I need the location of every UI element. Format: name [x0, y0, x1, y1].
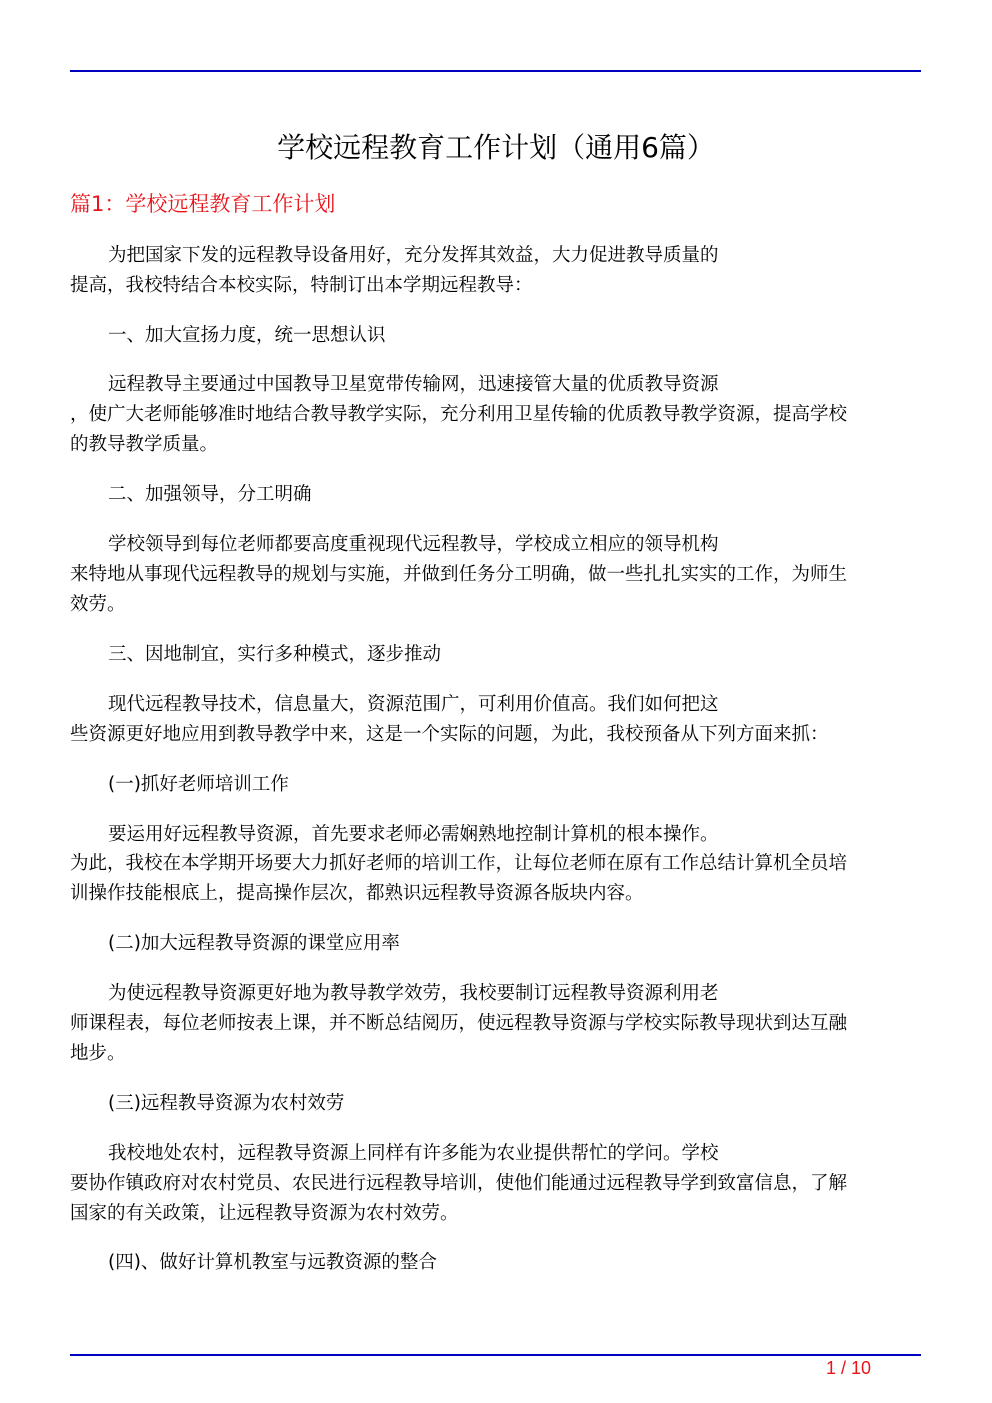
paragraph-line: 来特地从事现代远程教导的规划与实施，并做到任务分工明确，做一些扎扎实实的工作，为师生 [70, 564, 848, 585]
section-heading: 篇1：学校远程教育工作计划 [70, 192, 336, 216]
paragraph-line: 师课程表，每位老师按表上课，并不断总结阅历，使远程教导资源与学校实际教导现状到达互融 [70, 1013, 848, 1034]
footer-rule [70, 1354, 921, 1356]
paragraph-line: 为使远程教导资源更好地为教导教学效劳，我校要制订远程教导资源利用老 [108, 983, 719, 1004]
paragraph-line: 训操作技能根底上，提高操作层次，都熟识远程教导资源各版块内容。 [70, 883, 644, 904]
subheading-line: (一)抓好老师培训工作 [108, 774, 289, 795]
paragraph-line: 地步。 [70, 1043, 126, 1064]
paragraph-line: 提高，我校特结合本校实际，特制订出本学期远程教导： [70, 275, 533, 296]
paragraph-line: 学校领导到每位老师都要高度重视现代远程教导，学校成立相应的领导机构 [108, 534, 719, 555]
paragraph-line: 要运用好远程教导资源，首先要求老师必需娴熟地控制计算机的根本操作。 [108, 824, 719, 845]
paragraph-line: ，使广大老师能够准时地结合教导教学实际，充分利用卫星传输的优质教导教学资源，提高学校 [70, 404, 848, 425]
paragraph-line: 要协作镇政府对农村党员、农民进行远程教导培训，使他们能通过远程教导学到致富信息，了解 [70, 1173, 848, 1194]
paragraph-line: 国家的有关政策，让远程教导资源为农村效劳。 [70, 1203, 459, 1224]
paragraph-line: 现代远程教导技术，信息量大，资源范围广，可利用价值高。我们如何把这 [108, 694, 719, 715]
subheading-line: 一、加大宣扬力度，统一思想认识 [108, 325, 386, 346]
subheading-line: (二)加大远程教导资源的课堂应用率 [108, 933, 400, 954]
paragraph-line: 的教导教学质量。 [70, 434, 219, 455]
paragraph-line: 些资源更好地应用到教导教学中来，这是一个实际的问题，为此，我校预备从下列方面来抓： [70, 724, 829, 745]
subheading-line: (三)远程教导资源为农村效劳 [108, 1093, 345, 1114]
paragraph-line: 我校地处农村，远程教导资源上同样有许多能为农业提供帮忙的学问。学校 [108, 1143, 719, 1164]
header-rule [70, 70, 921, 72]
document-title: 学校远程教育工作计划（通用6篇） [277, 131, 715, 164]
paragraph-line: 为把国家下发的远程教导设备用好，充分发挥其效益，大力促进教导质量的 [108, 245, 719, 266]
paragraph-line: 远程教导主要通过中国教导卫星宽带传输网，迅速接管大量的优质教导资源 [108, 374, 719, 395]
subheading-line: 二、加强领导，分工明确 [108, 484, 312, 505]
subheading-line: 三、因地制宜，实行多种模式，逐步推动 [108, 644, 442, 665]
page-number: 1 / 10 [826, 1358, 872, 1378]
paragraph-line: 效劳。 [70, 594, 126, 615]
subheading-line: (四)、做好计算机教室与远教资源的整合 [108, 1252, 437, 1273]
paragraph-line: 为此，我校在本学期开场要大力抓好老师的培训工作，让每位老师在原有工作总结计算机全员培 [70, 853, 848, 874]
